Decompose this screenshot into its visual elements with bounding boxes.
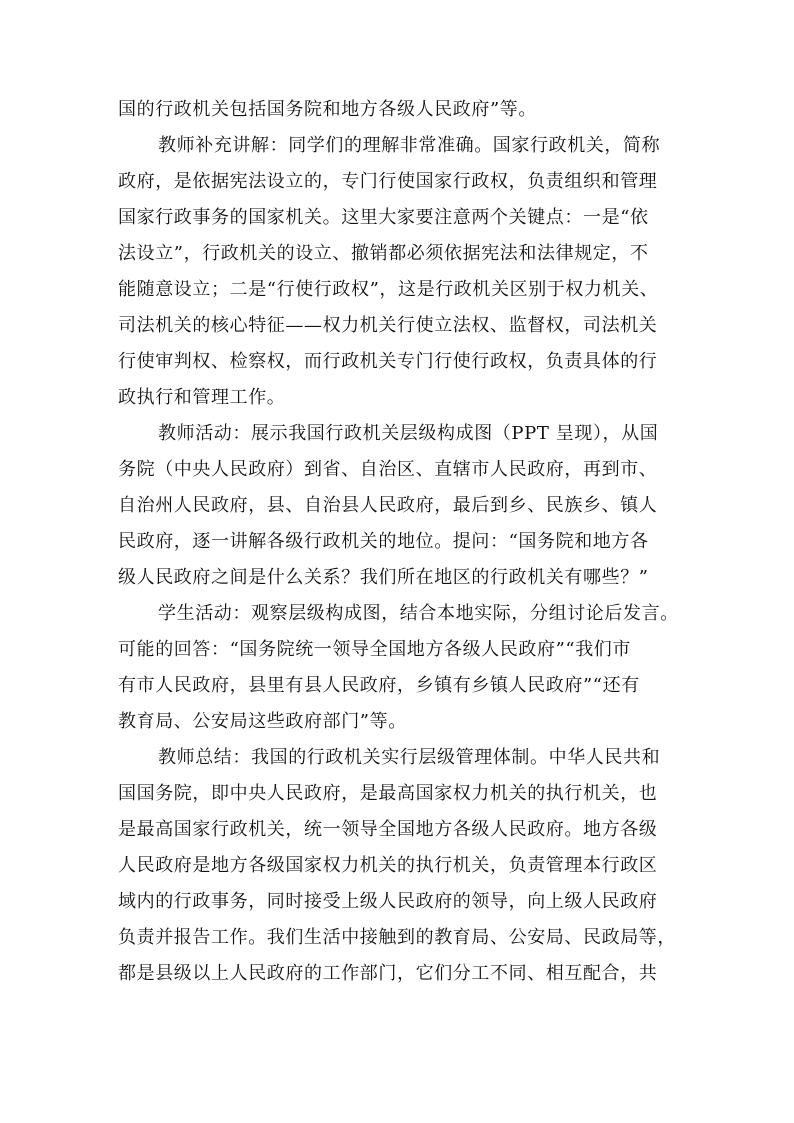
text-line: 有市人民政府，县里有县人民政府，乡镇有乡镇人民政府”“还有 (118, 675, 640, 696)
text-line: 民政府，逐一讲解各级行政机关的地位。提问：“国务院和地方各 (118, 531, 649, 552)
paragraph-first-line: 教师补充讲解：同学们的理解非常准确。国家行政机关，简称 (158, 135, 661, 156)
paragraph-first-line: 教师活动：展示我国行政机关层级构成图（PPT 呈现），从国 (158, 423, 659, 444)
text-line: 可能的回答：“国务院统一领导全国地方各级人民政府”“我们市 (118, 639, 632, 660)
paragraph-first-line: 学生活动：观察层级构成图，结合本地实际，分组讨论后发言。 (158, 603, 679, 624)
text-line: 国国务院，即中央人民政府，是最高国家权力机关的执行机关，也 (118, 783, 658, 804)
text-line: 政执行和管理工作。 (118, 387, 286, 408)
text-line: 政府，是依据宪法设立的，专门行使国家行政权，负责组织和管理 (118, 171, 658, 192)
text-line: 国家行政事务的国家机关。这里大家要注意两个关键点：一是“依 (118, 207, 649, 228)
text-line: 司法机关的核心特征——权力机关行使立法权、监督权，司法机关 (118, 315, 658, 336)
text-line: 人民政府是地方各级国家权力机关的执行机关，负责管理本行政区 (118, 855, 658, 876)
paragraph-first-line: 教师总结：我国的行政机关实行层级管理体制。中华人民共和 (158, 747, 661, 768)
text-line: 自治州人民政府，县、自治县人民政府，最后到乡、民族乡、镇人 (118, 495, 658, 516)
text-line: 法设立”，行政机关的设立、撤销都必须依据宪法和法律规定，不 (118, 243, 649, 264)
text-line: 教育局、公安局这些政府部门”等。 (118, 711, 407, 732)
text-line: 域内的行政事务，同时接受上级人民政府的领导，向上级人民政府 (118, 891, 658, 912)
text-line: 是最高国家行政机关，统一领导全国地方各级人民政府。地方各级 (118, 819, 658, 840)
text-line: 务院（中央人民政府）到省、自治区、直辖市人民政府，再到市、 (118, 459, 658, 480)
text-line: 都是县级以上人民政府的工作部门，它们分工不同、相互配合，共 (118, 963, 658, 984)
text-line: 能随意设立；二是“行使行政权”，这是行政机关区别于权力机关、 (118, 279, 659, 300)
text-line: 级人民政府之间是什么关系？我们所在地区的行政机关有哪些？” (118, 567, 649, 588)
text-line: 国的行政机关包括国务院和地方各级人民政府”等。 (118, 99, 537, 120)
text-line: 负责并报告工作。我们生活中接触到的教育局、公安局、民政局等， (118, 927, 676, 948)
text-line: 行使审判权、检察权，而行政机关专门行使行政权，负责具体的行 (118, 351, 658, 372)
